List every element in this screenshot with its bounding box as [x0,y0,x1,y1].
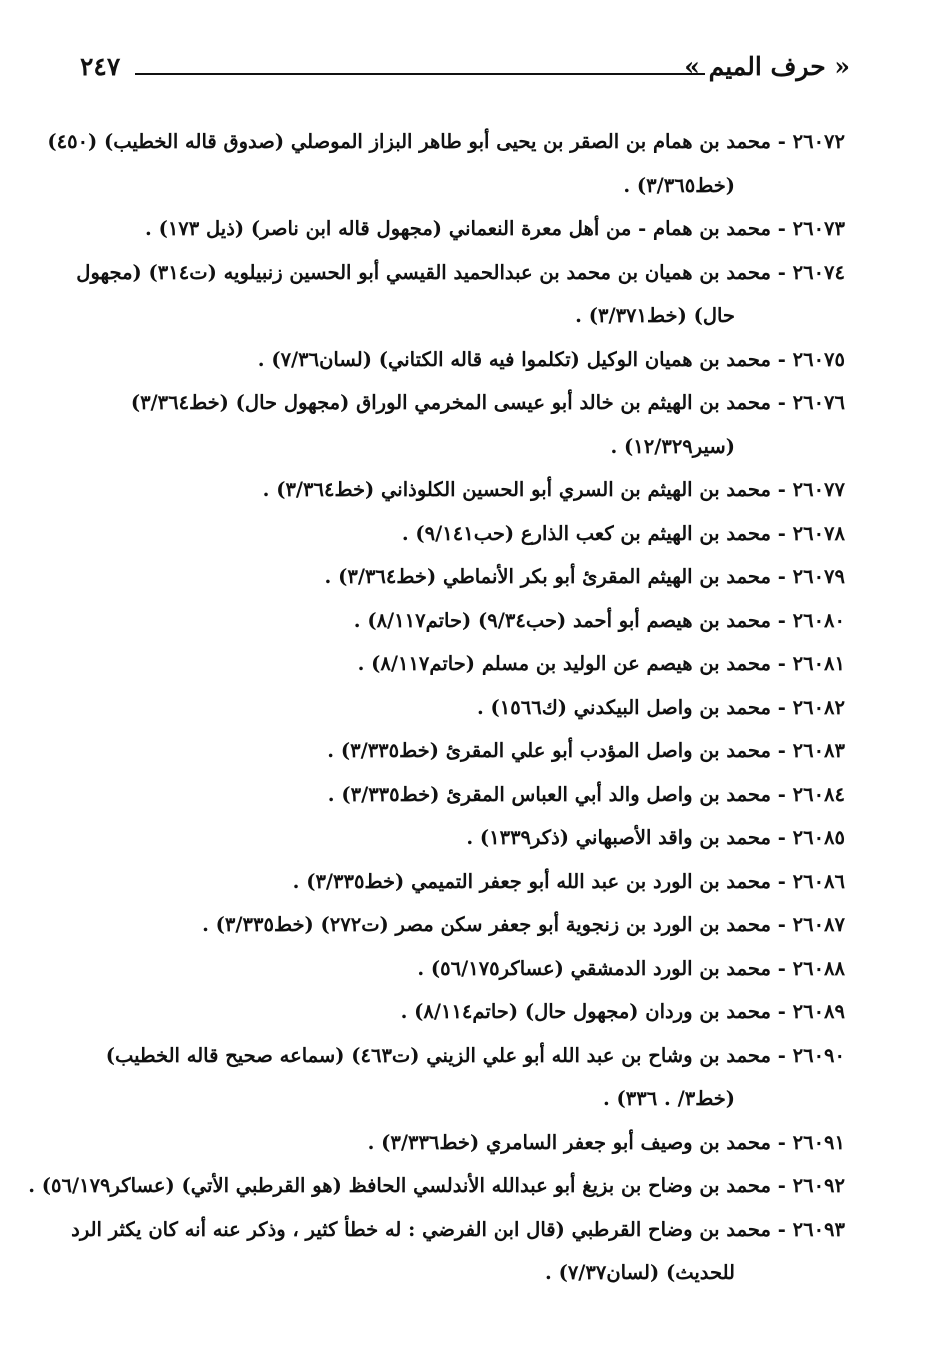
entry [75,468,845,512]
entry [75,903,845,947]
entry [75,1121,845,1165]
entry [75,729,845,773]
entry [71,1208,845,1295]
entry [47,120,845,207]
entry-text: ٢٦٠٨٢ - محمد بن واصل البيكدني (ك١٥٦٦) . [476,695,845,719]
page-header [80,52,850,92]
entry-text: ٢٦٠٨٣ - محمد بن واصل المؤدب أبو علي المقرئ (خط٣/٣٣٥) . [327,739,845,762]
entry-text: ٢٦٠٧٥ - محمد بن هميان الوكيل (تكلموا فيه قاله الكتاني) (لسان٧/٣٦) . [257,347,845,371]
entry [75,338,845,382]
entry [75,773,845,817]
entry [75,381,845,468]
running-title: « حرف الميم » [684,52,850,81]
entries-list [28,120,845,1295]
entry-text: ٢٦٠٨٨ - محمد بن الورد الدمشقي (عساكر٥٦/١٧٥) . [417,956,845,980]
entry [75,860,845,904]
entry-text: ٢٦٠٧٤ - محمد بن هميان بن محمد بن عبدالحميد القيسي أبو الحسين زنبيلويه (ت٣١٤) (مجهول [76,260,845,284]
entry-text: ٢٦٠٨٧ - محمد بن الورد بن زنجوية أبو جعفر سكن مصر (ت٢٧٢) (خط٣/٣٣٥) . [202,913,845,936]
entry [75,512,845,556]
entry-text: ٢٦٠٧٣ - محمد بن همام - من أهل معرة النعماني (مجهول قاله ابن ناصر) (ذيل ١٧٣) . [145,217,845,240]
header-rule [135,73,705,75]
entry-text: ٢٦٠٧٦ - محمد بن الهيثم بن خالد أبو عيسى المخرمي الوراق (مجهول حال) (خط٣/٣٦٤) [130,391,845,414]
entry-text: ٢٦٠٨٤ - محمد بن واصل والد أبي العباس المقرئ (خط٣/٣٣٥) . [327,782,845,806]
entry [75,947,845,991]
entry [75,555,845,599]
entry [28,1164,845,1208]
entry [75,642,845,686]
entry-text: ٢٦٠٩٢ - محمد بن وضاح بن بزيغ أبو عبدالله الأندلسي الحافظ (هو القرطبي الأتي) (عساكر٥٦/١٧٩) . [28,1174,845,1197]
entry-continuation: للحديث) (لسان٧/٣٧) . [545,1261,735,1284]
entry [75,1034,845,1121]
entry-text: ٢٦٠٩٣ - محمد بن وضاح القرطبي (قال ابن الفرضي : له خطأ كثير ، وذكر عنه أنه كان يكثر الرد [71,1217,845,1241]
entry-continuation: حال) (خط٣/٣٧١) . [575,304,735,327]
entry-text: ٢٦٠٨٦ - محمد بن الورد بن عبد الله أبو جعفر التميمي (خط٣/٣٣٥) . [292,869,845,893]
entry-text: ٢٦٠٧٨ - محمد بن الهيثم بن كعب الذارع (حب٩/١٤١) . [401,521,845,545]
entry-text: ٢٦٠٨٠ - محمد بن هيصم أبو أحمد (حب٩/٣٤) (حاتم٨/١١٧) . [353,608,845,632]
entry-text: ٢٦٠٨٩ - محمد بن وردان (مجهول حال) (حاتم٨/١١٤) . [400,1000,845,1023]
entry-continuation: (سير١٢/٣٢٩) . [610,434,735,458]
entry [75,207,845,251]
entry-text: ٢٦٠٨١ - محمد بن هيصم عن الوليد بن مسلم (حاتم٨/١١٧) . [357,652,845,675]
entry-continuation: (خط٣/٣٦٥) . [623,173,735,197]
entry [75,251,845,338]
entry [75,599,845,643]
page-number: ٢٤٧ [80,52,121,81]
entry-text: ٢٦٠٧٢ - محمد بن همام بن الصقر بن يحيى أبو طاهر البزاز الموصلي (صدوق قاله الخطيب) (٤٥٠) [47,130,845,153]
entry-text: ٢٦٠٧٧ - محمد بن الهيثم بن السري أبو الحسين الكلوذاني (خط٣/٣٦٤) . [262,478,845,501]
entry-continuation: (خط٣/ . ٣٣٦) . [602,1087,735,1110]
entry [75,686,845,730]
entry-text: ٢٦٠٩٠ - محمد بن وشاح بن عبد الله أبو علي الزيني (ت٤٦٣) (سماعه صحيح قاله الخطيب) [105,1043,845,1067]
entry-text: ٢٦٠٩١ - محمد بن وصيف أبو جعفر السامري (خط٣/٣٣٦) . [367,1130,845,1154]
entry-text: ٢٦٠٧٩ - محمد بن الهيثم المقرئ أبو بكر الأنماطي (خط٣/٣٦٤) . [324,565,845,588]
entry-text: ٢٦٠٨٥ - محمد بن واقد الأصبهاني (ذكر١٣٣٩) . [466,826,845,849]
entry [75,816,845,860]
entry [75,990,845,1034]
